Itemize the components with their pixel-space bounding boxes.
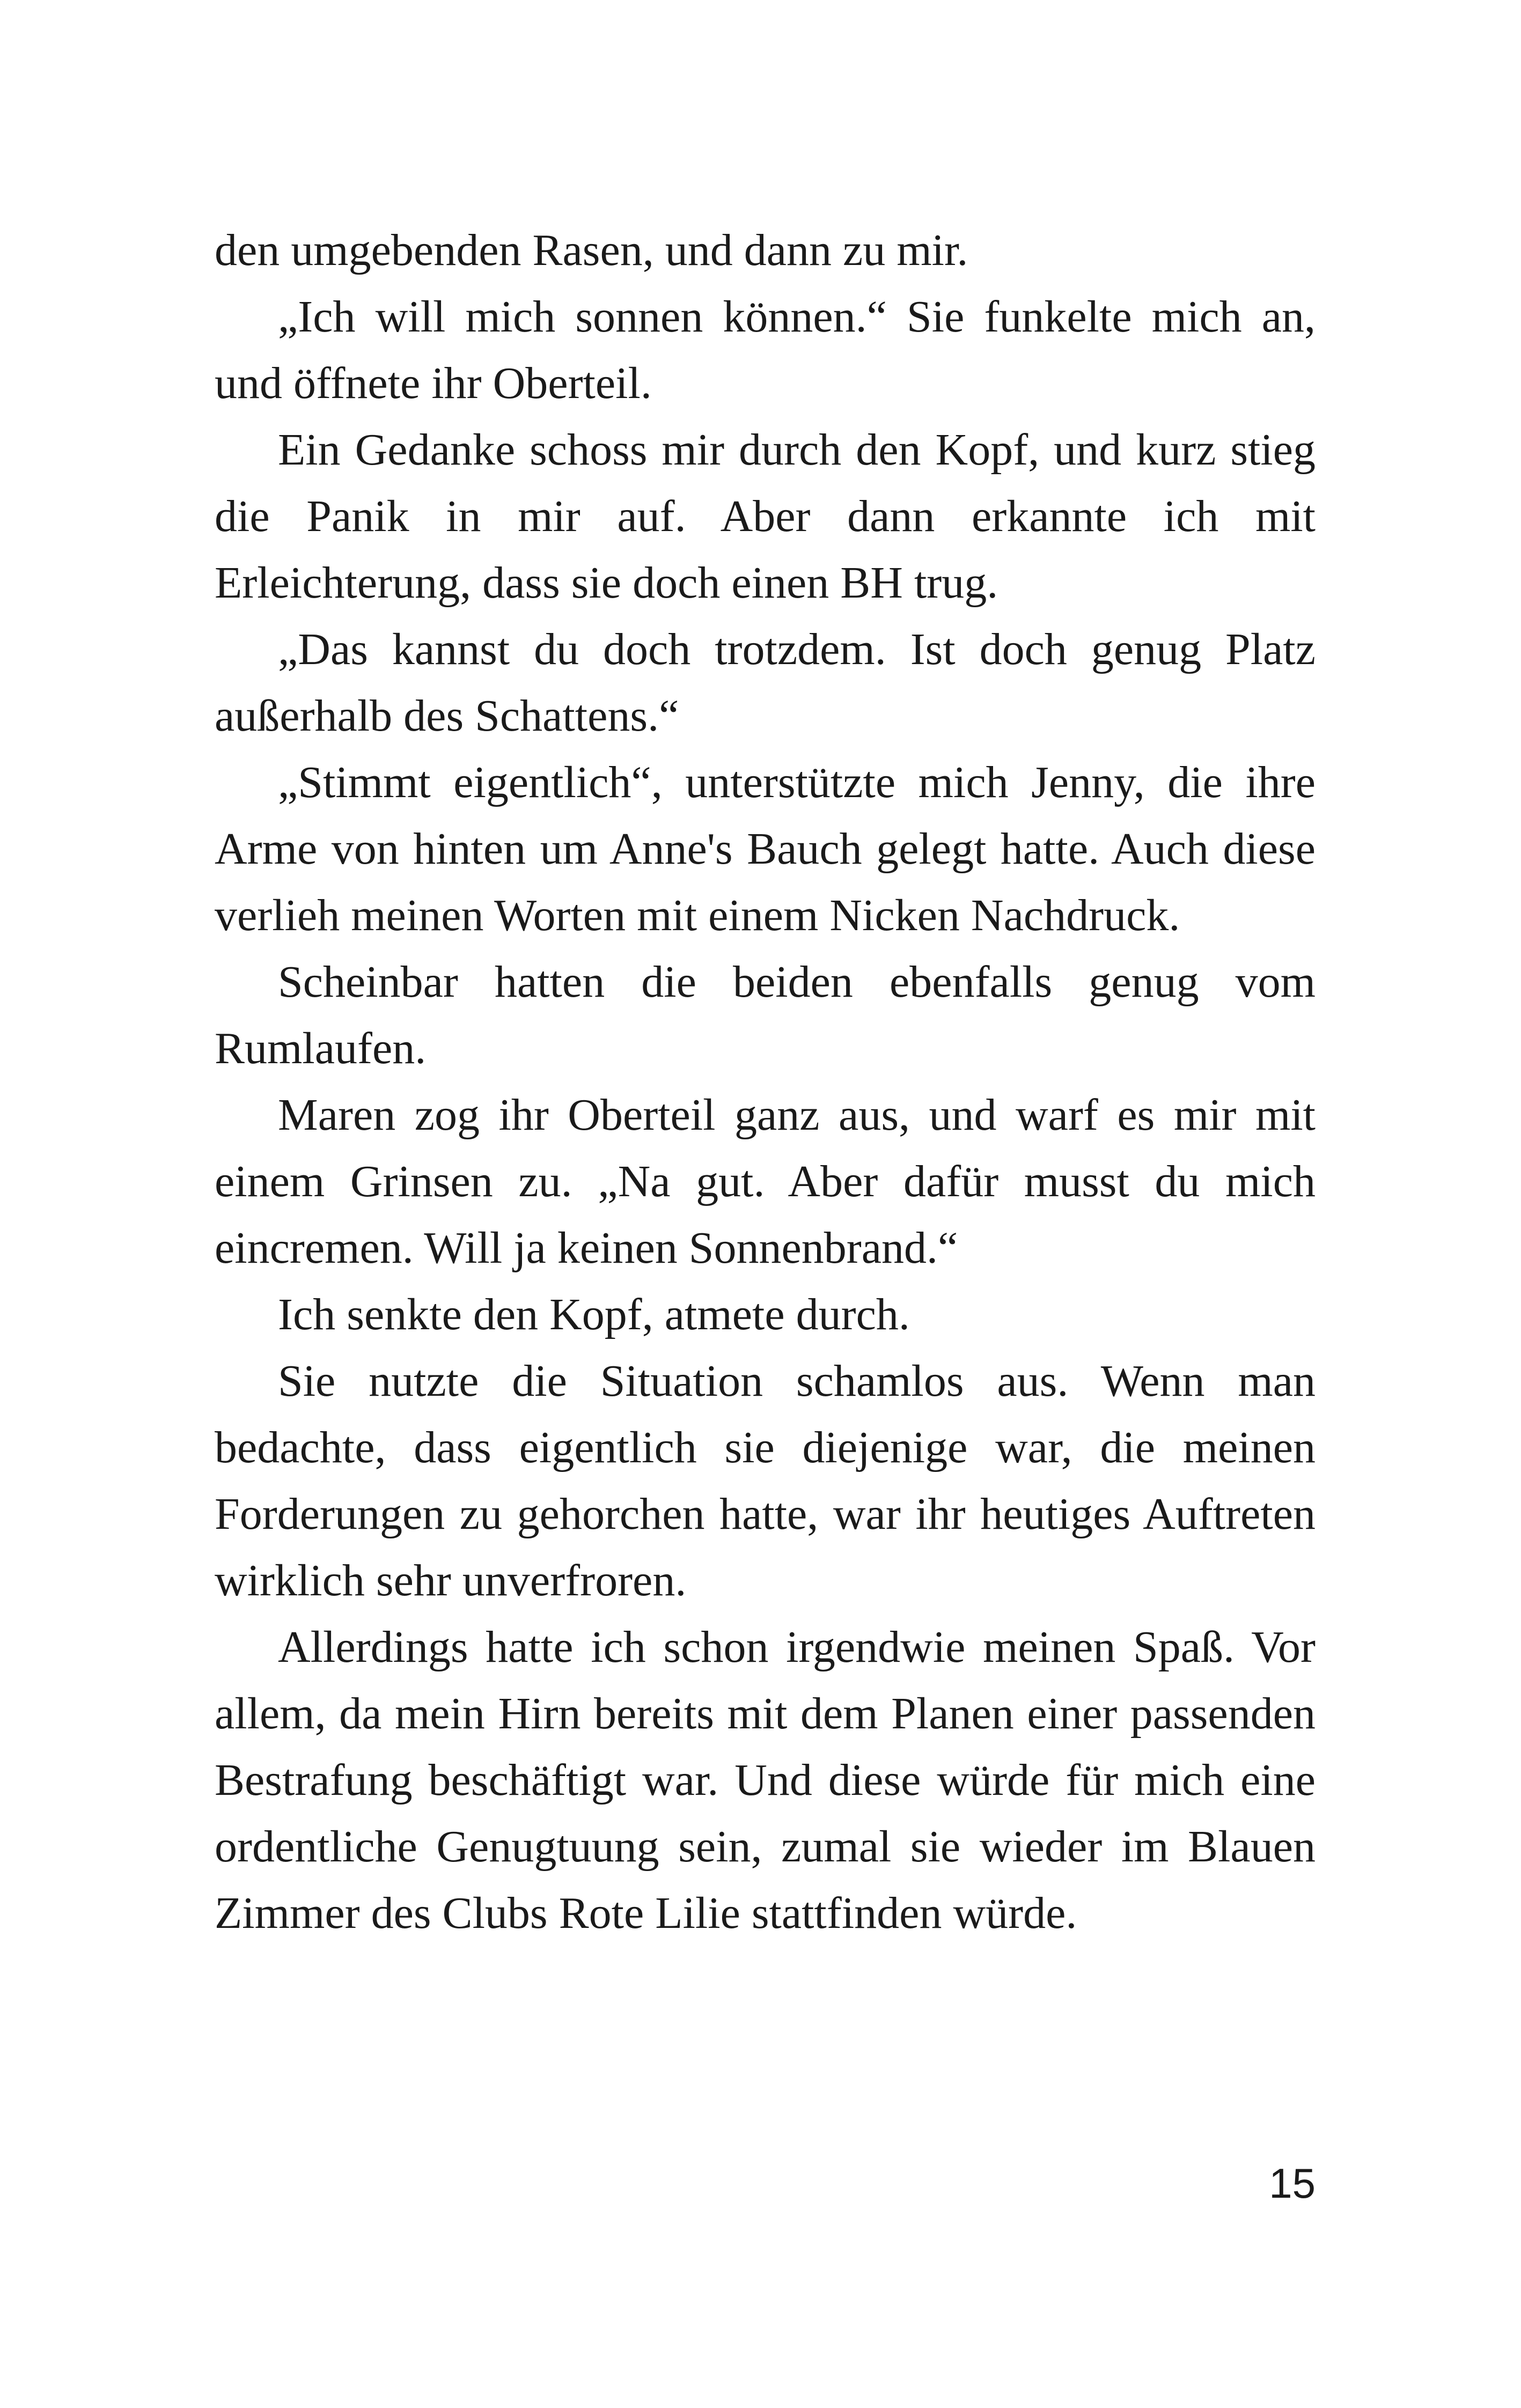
paragraph-1: den umgebenden Rasen, und dann zu mir. — [215, 225, 968, 275]
paragraph-4: „Das kannst du doch trotzdem. Ist doch genug Platz außerhalb des Schattens.“ — [215, 624, 1316, 741]
paragraph-10: Allerdings hatte ich schon irgendwie meinen Spaß. Vor allem, da mein Hirn bereits mit dem Planen einer passenden Bestrafung beschäftigt war. Und diese würde für mich eine ordentliche Genugtuung sein, zumal sie wieder im Blauen Zimmer des Clubs Rote Lilie stattfinden würde. — [215, 1622, 1316, 1938]
paragraph-8: Ich senkte den Kopf, atmete durch. — [278, 1290, 910, 1339]
page-number: 15 — [1269, 2160, 1316, 2207]
paragraph-2: „Ich will mich sonnen können.“ Sie funkelte mich an, und öffnete ihr Oberteil. — [215, 292, 1316, 408]
paragraph-6: Scheinbar hatten die beiden ebenfalls genug vom Rumlaufen. — [215, 957, 1316, 1073]
paragraph-5: „Stimmt eigentlich“, unterstützte mich Jenny, die ihre Arme von hinten um Anne's Bauch gelegt hatte. Auch diese verlieh meinen Worten mit einem Nicken Nachdruck. — [215, 757, 1316, 940]
body-text — [215, 217, 1316, 1947]
paragraph-7: Maren zog ihr Oberteil ganz aus, und warf es mir mit einem Grinsen zu. „Na gut. Aber dafür musst du mich eincremen. Will ja keinen Sonnenbrand.“ — [215, 1090, 1316, 1273]
paragraph-3: Ein Gedanke schoss mir durch den Kopf, und kurz stieg die Panik in mir auf. Aber dann erkannte ich mit Erleichterung, dass sie doch einen BH trug. — [215, 425, 1316, 608]
paragraph-9: Sie nutzte die Situation schamlos aus. Wenn man bedachte, dass eigentlich sie diejenige war, die meinen Forderungen zu gehorchen hatte, war ihr heutiges Auftreten wirklich sehr unverfroren. — [215, 1356, 1316, 1606]
